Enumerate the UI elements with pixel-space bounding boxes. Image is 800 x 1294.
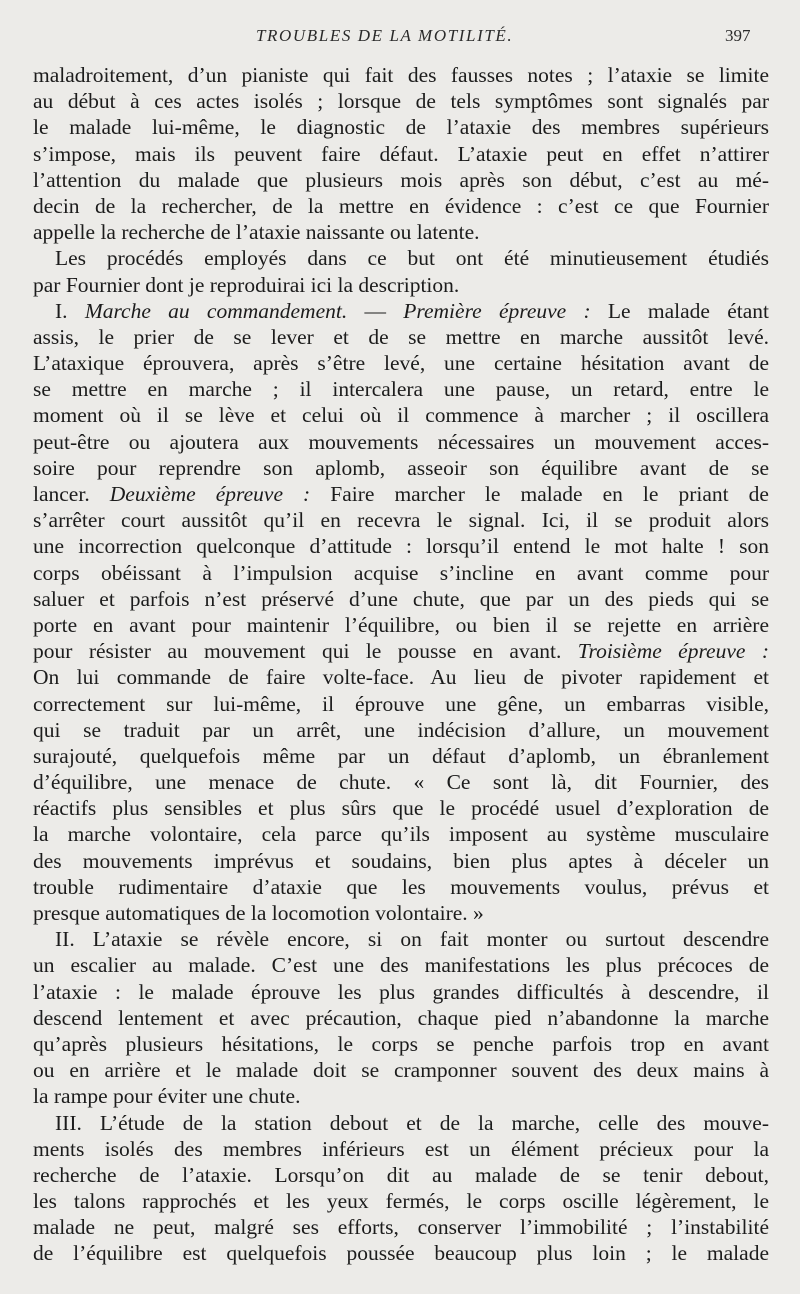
- text-line: [33, 298, 769, 324]
- text-line: [33, 638, 769, 664]
- text-line: [33, 743, 769, 769]
- text-line: [33, 245, 769, 271]
- text-run: lancer.: [33, 482, 110, 506]
- italic-text: Première épreuve :: [403, 298, 591, 323]
- text-line: [33, 324, 769, 350]
- text-line: [33, 193, 769, 219]
- running-title: TROUBLES DE LA MOTILITÉ.: [256, 26, 514, 45]
- text-line: [33, 900, 769, 926]
- text-line: [33, 1240, 769, 1266]
- text-run: recherche de l’ataxie. Lorsqu’on dit au malade de se tenir debout,: [33, 1162, 769, 1187]
- text-run: pour résister au mouvement qui le pousse en avant.: [33, 639, 578, 664]
- text-run: peut-être ou ajoutera aux mouvements nécessaires un mouvement acces-: [33, 429, 769, 454]
- text-line: [33, 874, 769, 900]
- text-line: [33, 429, 769, 455]
- text-run: d’équilibre, une menace de chute. « Ce sont là, dit Fournier, des: [33, 770, 769, 795]
- text-line: [33, 167, 769, 193]
- text-run: ou en arrière et le malade doit se cramponner souvent des deux mains à: [33, 1058, 769, 1083]
- text-run: de l’équilibre est quelquefois poussée beaucoup plus loin ; le malade: [33, 1241, 769, 1266]
- text-line: [33, 455, 769, 481]
- text-run: correctement sur lui-même, il éprouve une gêne, un embarras visible,: [33, 691, 769, 716]
- text-run: Faire marcher le malade en le priant de: [310, 482, 769, 506]
- text-line: [33, 952, 769, 978]
- text-line: [33, 376, 769, 402]
- text-run: qui se traduit par un arrêt, une indécision d’allure, un mouvement: [33, 717, 769, 742]
- text-run: qu’après plusieurs hésitations, le corps se penche parfois trop en avant: [33, 1031, 769, 1056]
- text-run: Les procédés employés dans ce but ont été minutieusement étudiés: [55, 246, 769, 271]
- text-run: un escalier au malade. C’est une des manifestations les plus précoces de: [33, 953, 769, 978]
- text-run: ments isolés des membres inférieurs est un élément précieux pour la: [33, 1136, 769, 1161]
- text-run: la marche volontaire, cela parce qu’ils imposent au système musculaire: [33, 822, 769, 847]
- text-run: Le malade étant: [590, 298, 769, 323]
- text-run: On lui commande de faire volte-face. Au lieu de pivoter rapidement et: [33, 665, 769, 690]
- text-line: [33, 795, 769, 821]
- text-line: [33, 114, 769, 140]
- text-run: presque automatiques de la locomotion volontaire. »: [33, 901, 484, 925]
- text-run: l’ataxie : le malade éprouve les plus grandes difficultés à descendre, il: [33, 979, 769, 1004]
- text-line: [33, 1162, 769, 1188]
- body-text: [33, 62, 769, 1267]
- text-run: une incorrection quelconque d’attitude : lorsqu’il entend le mot halte ! son: [33, 534, 769, 559]
- text-run: surajouté, quelquefois même par un défaut d’aplomb, un ébranlement: [33, 743, 769, 768]
- text-line: [33, 612, 769, 638]
- text-line: [33, 219, 769, 245]
- text-line: [33, 821, 769, 847]
- italic-text: Deuxième épreuve :: [109, 482, 311, 506]
- text-line: [33, 1005, 769, 1031]
- text-run: la rampe pour éviter une chute.: [33, 1084, 301, 1109]
- text-line: [33, 533, 769, 559]
- text-line: [33, 272, 769, 298]
- page-number: 397: [725, 26, 751, 45]
- text-line: [33, 350, 769, 376]
- text-line: [33, 1214, 769, 1240]
- text-run: saluer et parfois n’est préservé d’une chute, que par un des pieds qui se: [33, 586, 769, 611]
- text-run: L’ataxique éprouvera, après s’être levé, une certaine hésitation avant de: [33, 351, 769, 376]
- text-run: s’arrêter court aussitôt qu’il en recevra le signal. Ici, il se produit alors: [33, 508, 769, 533]
- text-run: réactifs plus sensibles et plus sûrs que le procédé usuel d’exploration de: [33, 796, 769, 821]
- text-run: corps obéissant à l’impulsion acquise s’incline en avant comme pour: [33, 560, 769, 585]
- text-run: par Fournier dont je reproduirai ici la description.: [33, 272, 460, 297]
- text-run: trouble rudimentaire d’ataxie que les mouvements voulus, prévus et: [33, 874, 769, 899]
- text-line: [33, 586, 769, 612]
- text-line: [33, 979, 769, 1005]
- text-line: [33, 1031, 769, 1057]
- text-run: —: [347, 298, 404, 323]
- text-line: [33, 717, 769, 743]
- text-line: [33, 481, 769, 507]
- text-run: III. L’étude de la station debout et de la marche, celle des mouve-: [55, 1110, 769, 1135]
- text-run: assis, le prier de se lever et de se mettre en marche aussitôt levé.: [33, 324, 769, 349]
- text-line: [33, 1057, 769, 1083]
- text-line: [33, 926, 769, 952]
- page-header: [0, 26, 800, 50]
- text-run: maladroitement, d’un pianiste qui fait des fausses notes ; l’ataxie se limite: [33, 63, 769, 87]
- text-line: [33, 691, 769, 717]
- text-run: le malade lui-même, le diagnostic de l’ataxie des membres supérieurs: [33, 115, 769, 140]
- text-run: se mettre en marche ; il intercalera une pause, un retard, entre le: [33, 377, 769, 402]
- text-run: porte en avant pour maintenir l’équilibre, ou bien il se rejette en arrière: [33, 612, 769, 637]
- text-run: I.: [55, 298, 85, 323]
- text-run: soire pour reprendre son aplomb, asseoir son équilibre avant de se: [33, 455, 769, 480]
- text-run: decin de la rechercher, de la mettre en évidence : c’est ce que Fournier: [33, 193, 769, 218]
- text-line: [33, 560, 769, 586]
- text-run: appelle la recherche de l’ataxie naissante ou latente.: [33, 220, 480, 245]
- text-run: II. L’ataxie se révèle encore, si on fait monter ou surtout descendre: [55, 927, 769, 952]
- text-run: descend lentement et avec précaution, chaque pied n’abandonne la marche: [33, 1005, 769, 1030]
- text-run: les talons rapprochés et les yeux fermés, le corps oscille légèrement, le: [33, 1189, 769, 1214]
- text-line: [33, 1110, 769, 1136]
- text-run: des mouvements imprévus et soudains, bien plus aptes à déceler un: [33, 848, 769, 873]
- text-line: [33, 1083, 769, 1109]
- text-run: l’attention du malade que plusieurs mois après son début, c’est au mé-: [33, 167, 769, 192]
- text-line: [33, 664, 769, 690]
- text-line: [33, 1188, 769, 1214]
- text-line: [33, 1136, 769, 1162]
- italic-text: Marche au commandement.: [84, 298, 348, 323]
- text-run: moment où il se lève et celui où il commence à marcher ; il oscillera: [33, 403, 769, 428]
- text-run: s’impose, mais ils peuvent faire défaut. L’ataxie peut en effet n’attirer: [33, 141, 769, 166]
- text-line: [33, 848, 769, 874]
- text-line: [33, 62, 769, 88]
- text-run: malade ne peut, malgré ses efforts, conserver l’immobilité ; l’instabilité: [33, 1215, 769, 1240]
- text-line: [33, 88, 769, 114]
- text-line: [33, 769, 769, 795]
- text-line: [33, 141, 769, 167]
- text-line: [33, 507, 769, 533]
- italic-text: Troisième épreuve :: [577, 639, 769, 664]
- text-run: au début à ces actes isolés ; lorsque de tels symptômes sont signalés par: [33, 89, 769, 114]
- text-line: [33, 402, 769, 428]
